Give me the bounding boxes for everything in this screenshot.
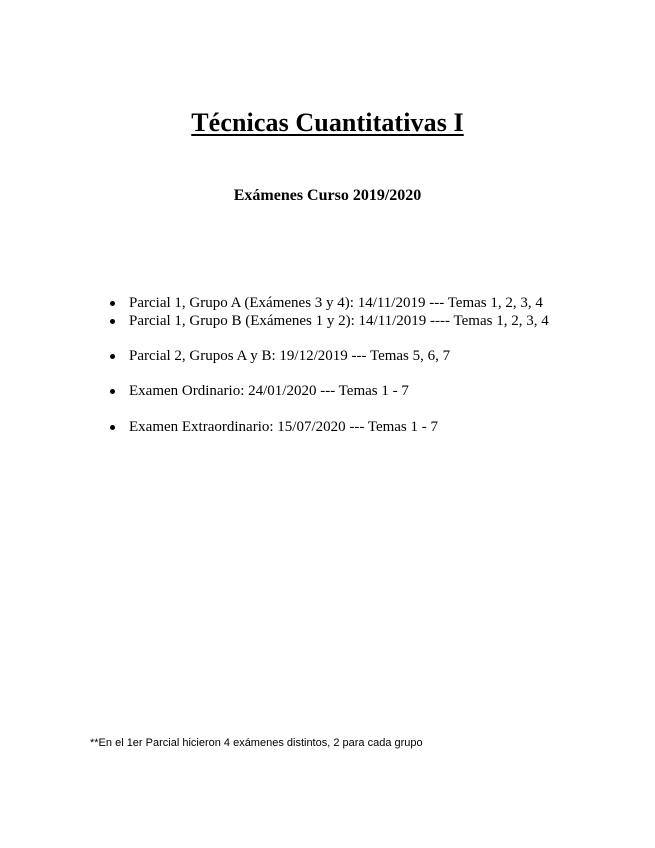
exam-list <box>106 294 549 436</box>
list-item <box>106 294 549 312</box>
page-subtitle: Exámenes Curso 2019/2020 <box>233 187 422 204</box>
bullet-icon <box>110 425 115 430</box>
list-item <box>106 382 549 400</box>
exam-item-label: Parcial 1, Grupo A (Exámenes 3 y 4): 14/11/2019 --- Temas 1, 2, 3, 4 <box>129 295 543 311</box>
exam-item-label: Examen Ordinario: 24/01/2020 --- Temas 1 - 7 <box>129 383 409 399</box>
list-item <box>106 418 549 436</box>
list-item <box>106 347 549 365</box>
bullet-icon <box>110 389 115 394</box>
bullet-icon <box>110 354 115 359</box>
exam-item-label: Examen Extraordinario: 15/07/2020 --- Temas 1 - 7 <box>129 419 439 435</box>
exam-item-label: Parcial 2, Grupos A y B: 19/12/2019 --- Temas 5, 6, 7 <box>129 348 451 364</box>
bullet-icon <box>110 319 115 324</box>
exam-item-label: Parcial 1, Grupo B (Exámenes 1 y 2): 14/11/2019 ---- Temas 1, 2, 3, 4 <box>129 313 549 329</box>
bullet-icon <box>110 301 115 306</box>
list-item <box>106 312 549 330</box>
page-title: Técnicas Cuantitativas I <box>191 108 464 137</box>
footnote: **En el 1er Parcial hicieron 4 exámenes distintos, 2 para cada grupo <box>90 737 423 749</box>
